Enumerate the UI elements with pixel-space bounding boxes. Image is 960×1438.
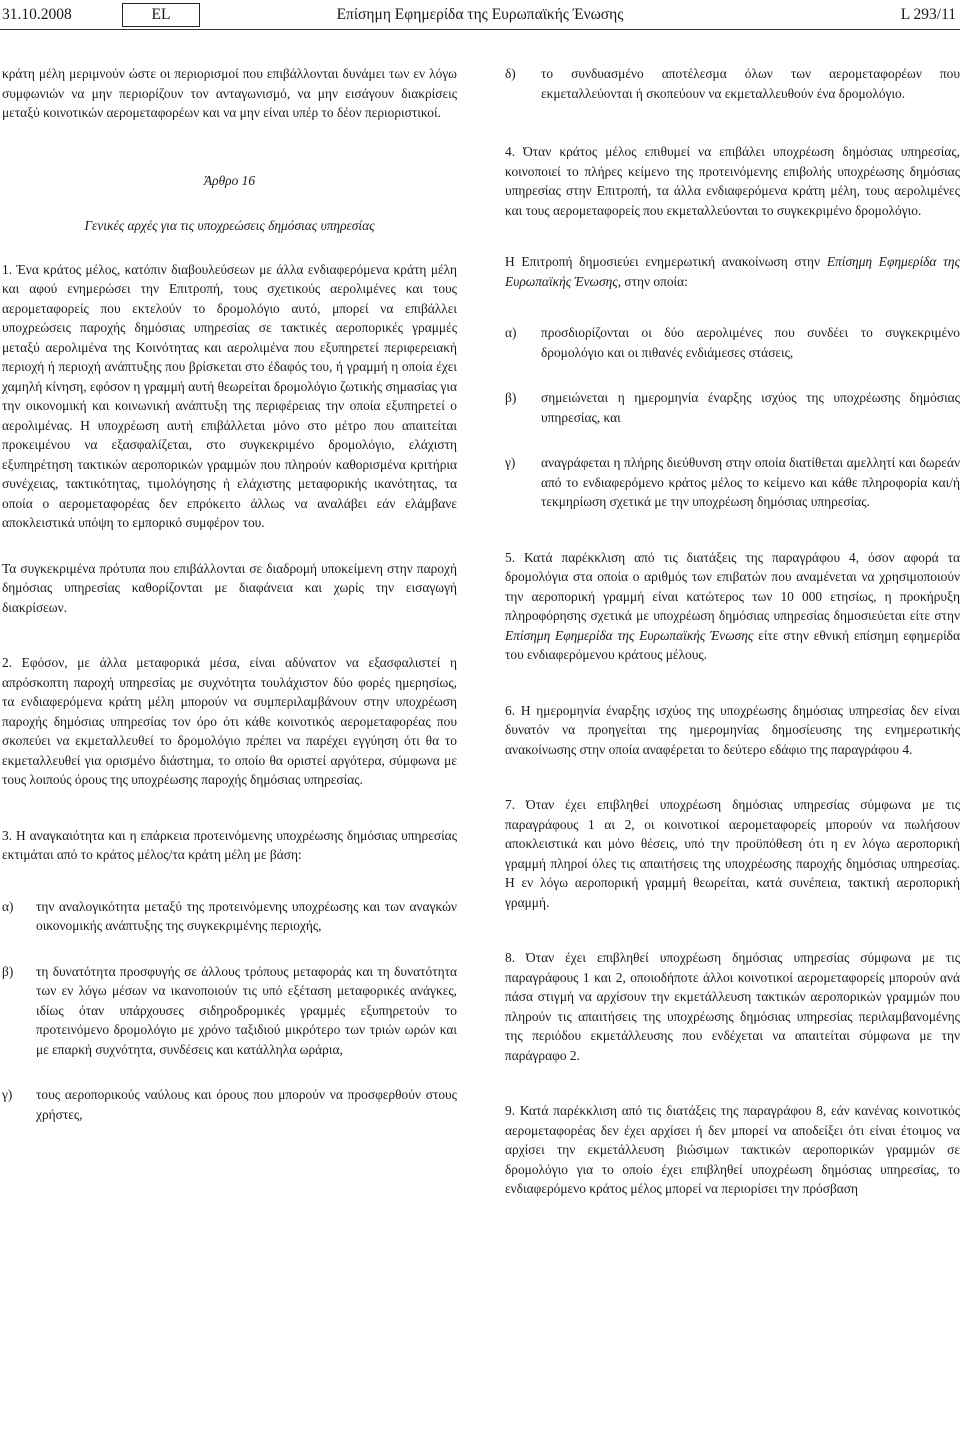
header-rule xyxy=(0,29,960,30)
list-marker: γ) xyxy=(505,455,516,470)
left-column xyxy=(2,64,457,1124)
paragraph-3: 3. Η αναγκαιότητα και η επάρκεια προτεινόμενης υποχρέωσης δημόσιας υπηρεσίας εκτιμάται από το κράτος μέλος/τα κράτη μέλη με βάση: xyxy=(2,827,457,862)
list-text: τη δυνατότητα προσφυγής σε άλλους τρόπους μεταφοράς και τη δυνατότητα των εν λόγω μέσων να ικανοποιούν τις υπό εξέταση μεταφορικές ανάγκες, ιδίως όταν υπάρχουσες σιδηροδρομικές γραμμές εξυπηρετούν το προτεινόμενο δρομολόγιο με χρόνο ταξιδιού μικρότερο των τριών ωρών και με επαρκή συχνότητα, συνδέσεις και κατάλληλα ωράρια, xyxy=(36,963,457,1057)
language-badge: EL xyxy=(122,3,200,27)
paragraph-6: 6. Η ημερομηνία έναρξης ισχύος της υποχρέωσης δημόσιας υπηρεσίας δεν είναι δυνατόν να προηγείται της ημερομηνίας δημοσίευσης της ενημερωτικής ανακοίνωσης στην οποία αναφέρεται το δεύτερο εδάφιο της παραγράφου 4. xyxy=(505,702,960,757)
para4b-lead: Η Επιτροπή δημοσιεύει ενημερωτική ανακοίνωση στην xyxy=(505,254,827,269)
page-header xyxy=(0,6,960,28)
list-item xyxy=(2,897,457,936)
paragraph-8: 8. Όταν έχει επιβληθεί υποχρέωση δημόσιας υπηρεσίας σύμφωνα με τις παραγράφους 1 και 2, οποιοδήποτε άλλοι κοινοτικοί αερομεταφορείς μπορούν ανά πάσα στιγμή να αρχίσουν την εκμετάλλευση τακτικών αεροπορικών γραμμών που πληρούν τις απαιτήσεις της υποχρέωσης δημόσιας υπηρεσίας περιλαμβανομένης της περιόδου εκμετάλλευσης που ενδέχεται να απαιτείται σύμφωνα με την παράγραφο 2. xyxy=(505,950,960,1063)
list-marker: β) xyxy=(505,390,517,405)
paragraph-7: 7. Όταν έχει επιβληθεί υποχρέωση δημόσιας υπηρεσίας σύμφωνα με τις παραγράφους 1 αι 2, οι κοινοτικοί αερομεταφορείς μπορούν να πωλήσουν αποκλειστικά και μόνο θέσεις, υπό την προϋπόθεση ότι η εν λόγω αεροπορική γραμμή πληροί όλες τις απαιτήσεις της υποχρέωσης παροχής δημόσιας υπηρεσίας. Η εν λόγω αεροπορική γραμμή θεωρείται, κατά συνέπεια, τακτική αεροπορική γραμμή. xyxy=(505,797,960,910)
list-item xyxy=(2,1085,457,1124)
list-text: σημειώνεται η ημερομηνία έναρξης ισχύος της υποχρέωσης δημόσιας υπηρεσίας, και xyxy=(541,390,960,425)
list-text: το συνδυασμένο αποτέλεσμα όλων των αερομεταφορέων που εκμεταλλεύονται ή σκοπεύουν να εκμεταλλευθούν ένα δρομολόγιο. xyxy=(541,66,960,101)
paragraph-5 xyxy=(505,548,960,665)
list-marker: α) xyxy=(505,325,517,340)
list-marker: α) xyxy=(2,898,14,914)
list-item xyxy=(2,962,457,1060)
paragraph-1-subparagraph: Τα συγκεκριμένα πρότυπα που επιβάλλονται σε διαδρομή υποκείμενη στην παροχή δημόσιας υπηρεσίας καθορίζονται με διαφάνεια και χωρίς την εισαγωγή διακρίσεων. xyxy=(2,560,457,615)
list-text: αναγράφεται η πλήρης διεύθυνση στην οποία διατίθεται αμελλητί και δωρεάν από το ενδιαφερόμενο κράτος μέλος το κείμενο και κάθε πληροφορία και/ή τεκμηρίωση σχετικά με την υποχρέωση δημόσιας υπηρεσίας. xyxy=(541,455,960,509)
list-text: τους αεροπορικούς ναύλους και όρους που μπορούν να προσφερθούν στους χρήστες, xyxy=(36,1087,457,1122)
journal-title: Επίσημη Εφημερίδα της Ευρωπαϊκής Ένωσης xyxy=(336,6,624,23)
list-item xyxy=(505,64,960,103)
list-marker: β) xyxy=(2,963,14,979)
paragraph-9: 9. Κατά παρέκκλιση από τις διατάξεις της παραγράφου 8, εάν κανένας κοινοτικός αερομεταφορέας δεν έχει αρχίσει ή δεν μπορεί να αποδείξει ότι είναι έτοιμος να αρχίσει την εκμετάλλευση βιώσιμων τακτικών αεροπορικών γραμμών σε δρομολόγιο για το οποίο έχει επιβληθεί υποχρέωση δημόσιας υπηρεσίας, το ενδιαφερόμενο κράτος μέλος μπορεί να περιορίσει την πρόσβαση xyxy=(505,1103,960,1196)
paragraph-4-subparagraph xyxy=(505,252,960,291)
paragraph-4: 4. Όταν κράτος μέλος επιθυμεί να επιβάλει υποχρέωση δημόσιας υπηρεσίας, κοινοποιεί το πλήρες κείμενο της προτεινόμενης επιβολής υποχρέωσης δημόσιας υπηρεσίας στην Επιτροπή, τα άλλα ενδιαφερόμενα κράτη μέλη, τους αερολιμένες και τους αερομεταφορείς που εκμεταλλεύονται το συγκεκριμένο δρομολόγιο. xyxy=(505,144,960,218)
page-reference: L 293/11 xyxy=(900,6,956,23)
list-item xyxy=(505,388,960,427)
article-number: Άρθρο 16 xyxy=(203,172,256,188)
para5-lead: 5. Κατά παρέκκλιση από τις διατάξεις της παραγράφου 4, όσον αφορά τα δρομολόγια στα οποία ο αριθμός των επιβατών που αναμένεται να χρησιμοποιούν την αεροπορική γραμμή είναι κατώτερος των 10 000 ετησίως, η προκήρυξη πληροφόρησης σχετικά με υποχρέωση δημόσιας υπηρεσίας δημοσιεύεται είτε στην xyxy=(505,549,960,623)
list-marker: γ) xyxy=(2,1087,13,1102)
list-item xyxy=(505,323,960,362)
list-text: προσδιορίζονται οι δύο αερολιμένες που συνδέει το συγκεκριμένο δρομολόγιο και οι πιθανές ενδιάμεσες στάσεις, xyxy=(541,325,960,360)
list-text: την αναλογικότητα μεταξύ της προτεινόμενης υποχρέωσης και των αναγκών οικονομικής ανάπτυξης της συγκεκριμένης περιοχής, xyxy=(36,898,457,933)
para5-tail: είτε στην εθνική επίσημη εφημερίδα του ενδιαφερόμενου κράτους μέλους. xyxy=(505,627,960,662)
list-item xyxy=(505,453,960,512)
para4b-tail: , στην οποία: xyxy=(617,273,688,289)
publication-date: 31.10.2008 xyxy=(2,6,72,23)
intro-paragraph: κράτη μέλη μεριμνούν ώστε οι περιορισμοί που επιβάλλονται δυνάμει των εν λόγω συμφωνιών να μην περιορίζουν τον ανταγωνισμό, να μην εισάγουν διακρίσεις μεταξύ κοινοτικών αερομεταφορέων και να μην είναι υπέρ το δέον περιοριστικοί. xyxy=(2,66,457,120)
journal-reference: Επίσημη Εφημερίδα της Ευρωπαϊκής Ένωσης xyxy=(505,254,960,289)
right-column xyxy=(505,64,960,1199)
article-title: Γενικές αρχές για τις υποχρεώσεις δημόσιας υπηρεσίας xyxy=(84,218,375,233)
paragraph-2: 2. Εφόσον, με άλλα μεταφορικά μέσα, είναι αδύνατον να εξασφαλιστεί η απρόσκοπτη παροχή υπηρεσίας με συχνότητα τουλάχιστον δύο φορές ημερησίως, τα ενδιαφερόμενα κράτη μέλη μπορούν να συμπεριλαμβάνουν στην υποχρέωση παροχής δημόσιας υπηρεσίας τον όρο ότι κάθε κοινοτικός αερομεταφορέας που σκοπεύει να εκμεταλλευθεί το δρομολόγιο πρέπει να παρέχει εγγύηση ότι θα το εκμεταλλευθεί για ορισμένο διάστημα, το οποίο θα οριστεί αργότερα, σύμφωνα με τους λοιπούς όρους της υποχρέωσης παροχής δημόσιας υπηρεσίας. xyxy=(2,655,457,787)
journal-reference: Επίσημη Εφημερίδα της Ευρωπαϊκής Ένωσης xyxy=(505,627,754,643)
paragraph-1: 1. Ένα κράτος μέλος, κατόπιν διαβουλεύσεων με άλλα ενδιαφερόμενα κράτη μέλη και αφού ενημερώσει την Επιτροπή, τους σχετικούς αερολιμένες και τους αερομεταφορείς που εκτελούν το δρομολόγιο αυτό, μπορεί να επιβάλλει υποχρεώσεις παροχής δημόσιας υπηρεσίας σε τακτικές αεροπορικές γραμμές μεταξύ αερολιμένα της Κοινότητας και αερολιμένα που εξυπηρετεί περιφερειακή περιοχή ή περιοχή ανάπτυξης που βρίσκεται στο έδαφός του, ή γραμμή η οποία έχει χαμηλή κίνηση, εφόσον η γραμμή αυτή θεωρείται δρομολόγιο ζωτικής σημασίας για την οικονομική και κοινωνική ανάπτυξη της περιφέρειας την οποία εξυπηρετεί ο αερολιμένας. Η υποχρέωση αυτή επιβάλλεται μόνο στο μέτρο που απαιτείται προκειμένου να εξασφαλίζεται, στο συγκεκριμένο δρομολόγιο, ελάχιστη εξυπηρέτηση τακτικών αεροπορικών γραμμών που πληρούν καθορισμένα κριτήρια συνέχειας, τακτικότητας, τιμολόγησης ή ελάχιστης μεταφορικής ικανότητας, τα οποία ο αερομεταφορέας δεν επρόκειτο άλλως να αναλάβει εάν ελάμβανε αποκλειστικά υπόψη το εμπορικό συμφέρον του. xyxy=(2,261,457,530)
list-marker: δ) xyxy=(505,66,516,81)
